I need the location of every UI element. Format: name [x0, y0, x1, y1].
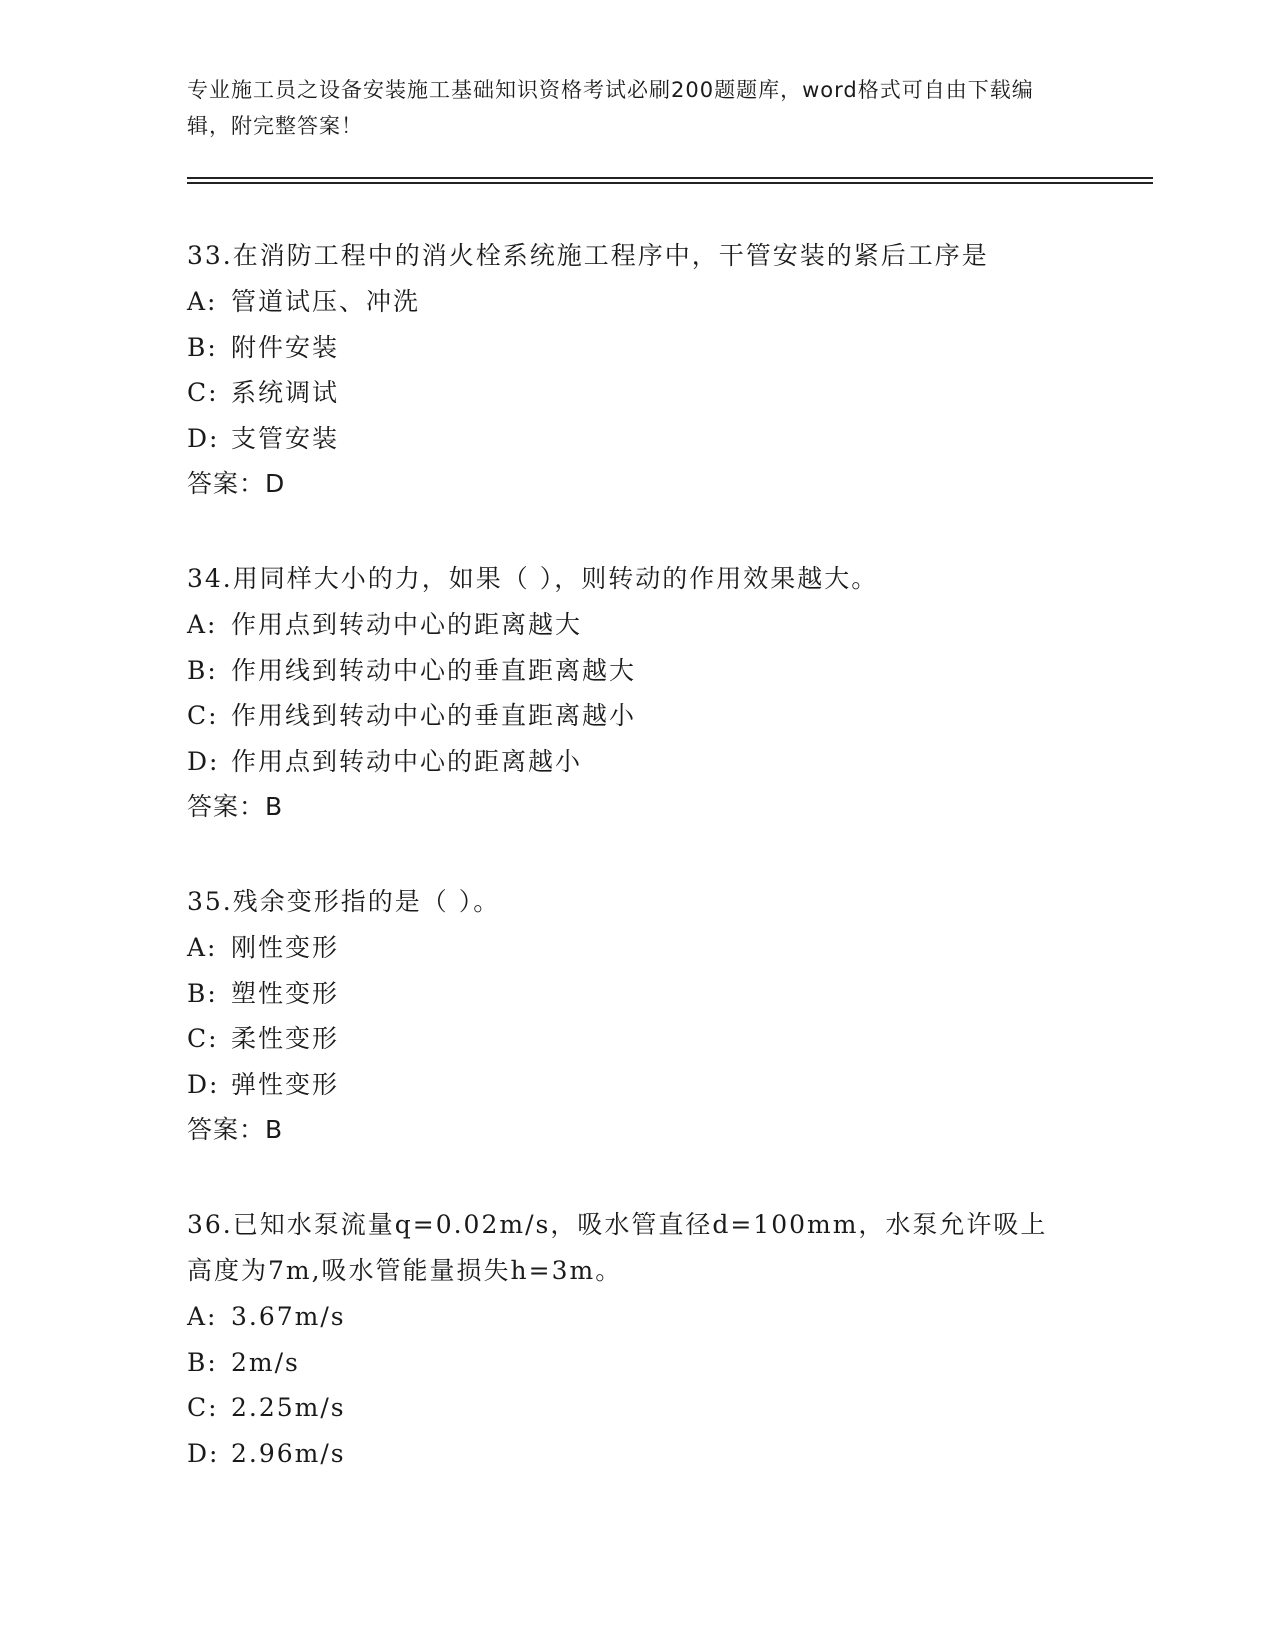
option-c: [187, 370, 1087, 416]
question-36: [187, 1202, 1087, 1476]
option-letter: C:: [187, 378, 219, 407]
option-text: 塑性变形: [231, 978, 340, 1008]
option-c: [187, 1016, 1087, 1062]
option-d: [187, 739, 1087, 785]
option-text: 作用点到转动中心的距离越大: [231, 610, 583, 639]
question-stem: 36.已知水泵流量q=0.02m/s，吸水管直径d=100mm，水泵允许吸上高度为7m,吸水管能量损失h=3m。: [187, 1210, 1048, 1285]
option-letter: D:: [187, 423, 220, 453]
option-text: 刚性变形: [231, 933, 340, 962]
question-stem: 33.在消防工程中的消火栓系统施工程序中，干管安装的紧后工序是: [187, 241, 989, 270]
question-stem: 35.残余变形指的是（ ）。: [187, 887, 501, 916]
option-letter: C:: [187, 1024, 219, 1053]
option-d: [187, 416, 1087, 462]
option-b: [187, 648, 1087, 694]
option-letter: A:: [187, 287, 218, 316]
option-text: 作用点到转动中心的距离越小: [231, 746, 583, 776]
question-35: [187, 879, 1087, 1153]
option-letter: C:: [187, 701, 219, 730]
option-letter: B:: [187, 1347, 218, 1377]
option-text: 2m/s: [231, 1347, 300, 1377]
option-text: 管道试压、冲洗: [231, 287, 421, 316]
question-34: [187, 556, 1087, 830]
option-letter: D:: [187, 1438, 220, 1468]
option-text: 附件安装: [231, 332, 340, 362]
option-c: [187, 1385, 1087, 1431]
option-c: [187, 693, 1087, 739]
option-text: 柔性变形: [231, 1024, 340, 1053]
option-a: [187, 279, 1087, 325]
option-letter: B:: [187, 332, 218, 362]
option-letter: A:: [187, 933, 218, 962]
option-text: 弹性变形: [231, 1069, 340, 1099]
answer-label: 答案：B: [187, 792, 284, 821]
option-text: 2.96m/s: [231, 1438, 346, 1468]
header-divider-bottom: [187, 182, 1153, 184]
option-text: 2.25m/s: [231, 1393, 346, 1422]
option-letter: C:: [187, 1393, 219, 1422]
option-text: 作用线到转动中心的垂直距离越大: [231, 655, 637, 685]
answer-label: 答案：B: [187, 1115, 284, 1144]
option-letter: B:: [187, 978, 218, 1008]
header-divider-top: [187, 177, 1153, 179]
option-letter: D:: [187, 746, 220, 776]
option-a: [187, 925, 1087, 971]
option-text: 系统调试: [231, 378, 340, 407]
option-a: [187, 602, 1087, 648]
option-b: [187, 1340, 1087, 1386]
document-title: 专业施工员之设备安装施工基础知识资格考试必刷200题题库，word格式可自由下载编辑，附完整答案！: [187, 78, 1034, 138]
option-text: 支管安装: [231, 423, 340, 453]
option-letter: B:: [187, 655, 218, 685]
option-letter: A:: [187, 610, 218, 639]
question-33: [187, 233, 1087, 507]
option-d: [187, 1431, 1087, 1477]
option-text: 作用线到转动中心的垂直距离越小: [231, 701, 637, 730]
option-b: [187, 971, 1087, 1017]
option-letter: A:: [187, 1302, 218, 1331]
option-letter: D:: [187, 1069, 220, 1099]
option-text: 3.67m/s: [231, 1302, 346, 1331]
option-a: [187, 1294, 1087, 1340]
answer-label: 答案：D: [187, 469, 286, 498]
question-stem: 34.用同样大小的力，如果（ ），则转动的作用效果越大。: [187, 564, 879, 593]
question-list: [187, 233, 1087, 1525]
option-b: [187, 325, 1087, 371]
option-d: [187, 1062, 1087, 1108]
